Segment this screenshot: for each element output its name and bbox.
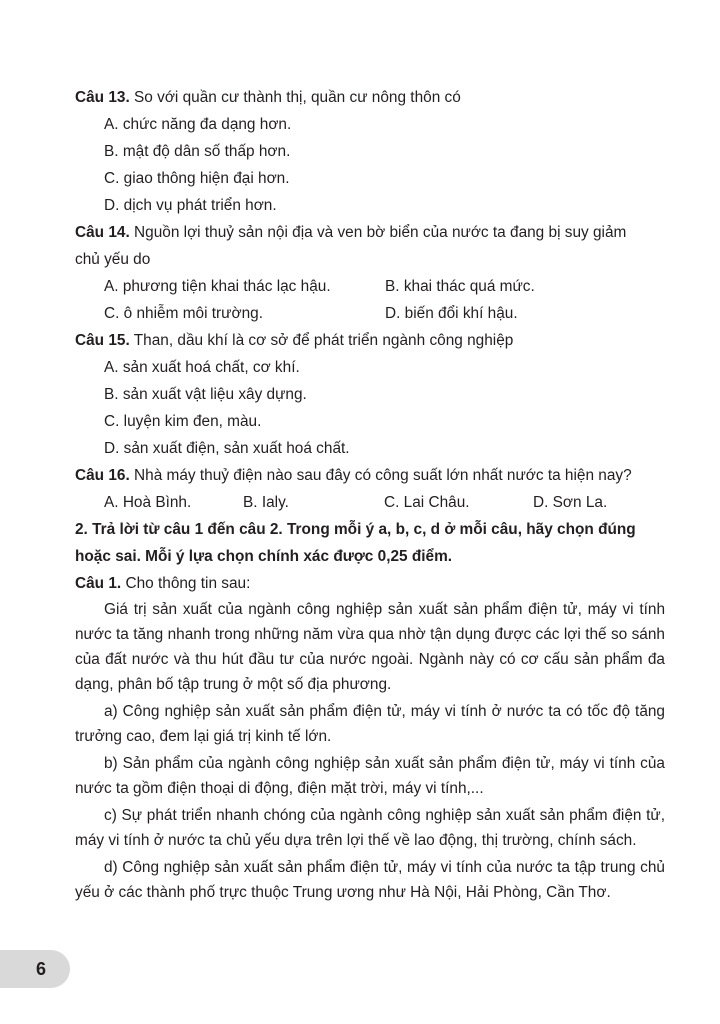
question-13-option-d: D. dịch vụ phát triển hơn. bbox=[104, 197, 277, 214]
question-13-option-c: C. giao thông hiện đại hơn. bbox=[104, 170, 290, 187]
question-16-option-c: C. Lai Châu. bbox=[384, 494, 470, 511]
part2-question-1-stem bbox=[75, 570, 665, 597]
part2-question-1-number: Câu 1. bbox=[75, 575, 122, 592]
question-14-options-row-2 bbox=[75, 300, 665, 327]
question-16-options-row bbox=[75, 489, 665, 516]
question-14-stem bbox=[75, 219, 665, 246]
question-15-option-d: D. sản xuất điện, sản xuất hoá chất. bbox=[104, 440, 350, 457]
question-14-number: Câu 14. bbox=[75, 224, 130, 241]
question-14-option-d: D. biến đổi khí hậu. bbox=[385, 305, 518, 322]
question-15-text: Than, dầu khí là cơ sở để phát triển ngành công nghiệp bbox=[133, 332, 514, 349]
question-15-option-a: A. sản xuất hoá chất, cơ khí. bbox=[104, 359, 300, 376]
question-14-options-row-1 bbox=[75, 273, 665, 300]
question-14-option-c: C. ô nhiễm môi trường. bbox=[104, 305, 263, 322]
page-number: 6 bbox=[36, 959, 47, 979]
question-13-text: So với quần cư thành thị, quần cư nông thôn có bbox=[134, 89, 461, 106]
question-16-option-a: A. Hoà Bình. bbox=[104, 494, 192, 511]
question-14-text-1: Nguồn lợi thuỷ sản nội địa và ven bờ biển của nước ta đang bị suy giảm bbox=[134, 224, 627, 241]
part2-question-1-info: Giá trị sản xuất của ngành công nghiệp sản xuất sản phẩm điện tử, máy vi tính nước ta tăng nhanh trong những năm vừa qua nhờ tận dụng được các lợi thế so sánh của đất nước và thu hút đầu tư của nước ngoài. Ngành này có cơ cấu sản phẩm đa dạng, phân bố tập trung ở một số địa phương. bbox=[75, 601, 665, 693]
question-13-stem bbox=[75, 84, 665, 111]
question-14-text-2: chủ yếu do bbox=[75, 251, 151, 268]
part2-question-1-item-d: d) Công nghiệp sản xuất sản phẩm điện tử, máy vi tính của nước ta tập trung chủ yếu ở các thành phố trực thuộc Trung ương như Hà Nội, Hải Phòng, Cần Thơ. bbox=[75, 859, 665, 901]
part2-question-1-item-a: a) Công nghiệp sản xuất sản phẩm điện tử, máy vi tính ở nước ta có tốc độ tăng trưởng cao, đem lại giá trị kinh tế lớn. bbox=[75, 703, 665, 745]
question-16-option-d: D. Sơn La. bbox=[533, 494, 608, 511]
section-2-heading-line-2: hoặc sai. Mỗi ý lựa chọn chính xác được 0,25 điểm. bbox=[75, 548, 453, 565]
page-number-tab bbox=[0, 950, 70, 988]
question-13-option-b: B. mật độ dân số thấp hơn. bbox=[104, 143, 291, 160]
page-content bbox=[75, 84, 665, 905]
question-15-option-b: B. sản xuất vật liệu xây dựng. bbox=[104, 386, 307, 403]
part2-question-1-item-c: c) Sự phát triển nhanh chóng của ngành công nghiệp sản xuất sản phẩm điện tử, máy vi tính ở nước ta chủ yếu dựa trên lợi thế về lao động, thị trường, chính sách. bbox=[75, 807, 665, 849]
question-15-option-c: C. luyện kim đen, màu. bbox=[104, 413, 262, 430]
question-15-stem bbox=[75, 327, 665, 354]
question-14-option-b: B. khai thác quá mức. bbox=[385, 278, 535, 295]
part2-question-1-text: Cho thông tin sau: bbox=[125, 575, 251, 592]
part2-question-1-item-b: b) Sản phẩm của ngành công nghiệp sản xuất sản phẩm điện tử, máy vi tính của nước ta gồm điện thoại di động, điện mặt trời, máy vi tính,... bbox=[75, 755, 665, 797]
question-16-text: Nhà máy thuỷ điện nào sau đây có công suất lớn nhất nước ta hiện nay? bbox=[134, 467, 632, 484]
question-13-option-a: A. chức năng đa dạng hơn. bbox=[104, 116, 292, 133]
question-15-number: Câu 15. bbox=[75, 332, 130, 349]
question-13-number: Câu 13. bbox=[75, 89, 130, 106]
question-16-stem bbox=[75, 462, 665, 489]
section-2-heading-line-1: 2. Trả lời từ câu 1 đến câu 2. Trong mỗi ý a, b, c, d ở mỗi câu, hãy chọn đúng bbox=[75, 521, 636, 538]
question-16-number: Câu 16. bbox=[75, 467, 130, 484]
question-16-option-b: B. Ialy. bbox=[243, 494, 289, 511]
question-14-option-a: A. phương tiện khai thác lạc hậu. bbox=[104, 278, 331, 295]
